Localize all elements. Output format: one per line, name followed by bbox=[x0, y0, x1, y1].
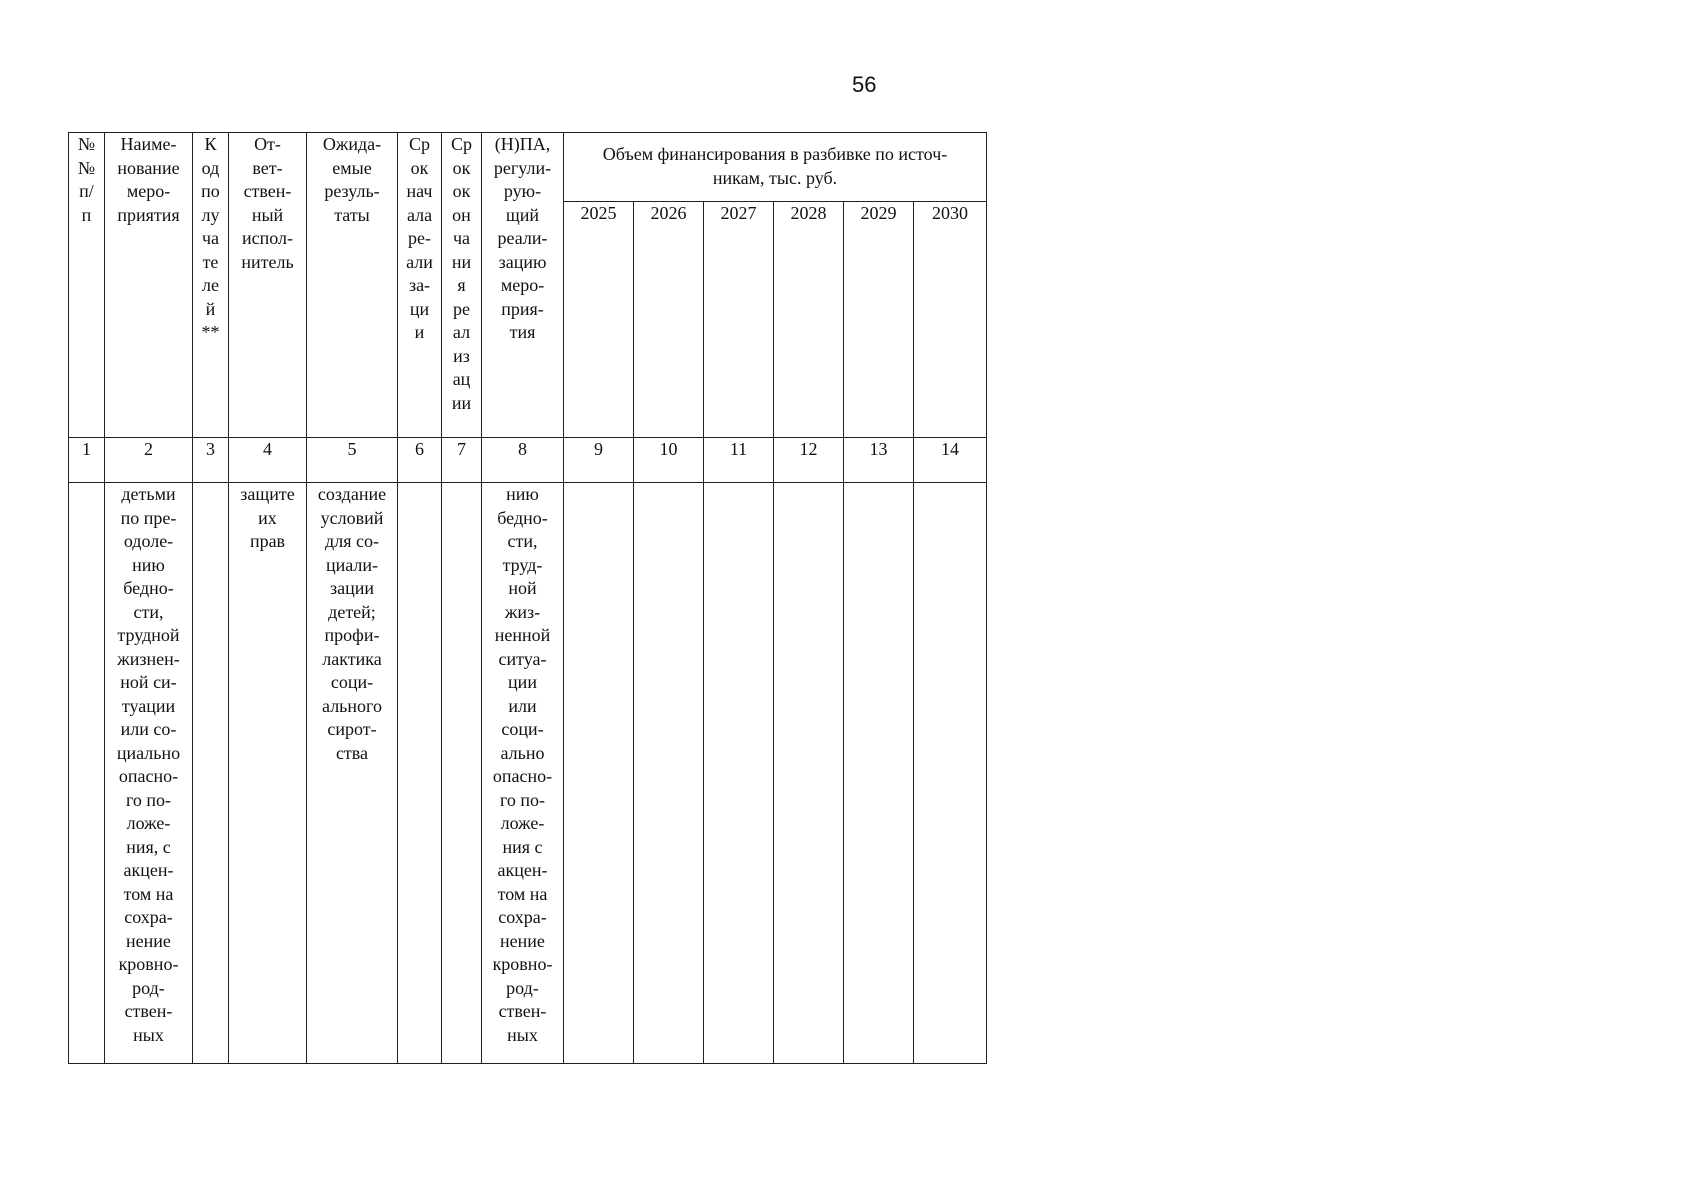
column-number: 10 bbox=[634, 438, 704, 483]
cell-recipient-code bbox=[193, 483, 229, 1064]
column-number: 7 bbox=[442, 438, 482, 483]
cell-2026 bbox=[634, 483, 704, 1064]
cell-2029 bbox=[844, 483, 914, 1064]
column-number: 12 bbox=[774, 438, 844, 483]
column-number: 5 bbox=[307, 438, 398, 483]
header-start-date: Ср ок нач ала ре- али за- ци и bbox=[398, 133, 442, 438]
column-number: 1 bbox=[69, 438, 105, 483]
header-expected-results: Ожида- емые резуль- таты bbox=[307, 133, 398, 438]
cell-regulation: нию бедно- сти, труд- ной жиз- ненной ситуа- ции или соци- ально опасно- го по- ложе- ния с акцен- том на сохра- нение кровно- род- ствен- ных bbox=[482, 483, 564, 1064]
cell-activity-name: детьми по пре- одоле- нию бедно- сти, трудной жизнен- ной си- туации или со- циально опасно- го по- ложе- ния, с акцен- том на сохра- нение кровно- род- ствен- ных bbox=[105, 483, 193, 1064]
header-regulation: (Н)ПА, регули- рую- щий реали- зацию меро- прия- тия bbox=[482, 133, 564, 438]
header-row bbox=[69, 133, 987, 202]
column-number: 11 bbox=[704, 438, 774, 483]
column-number: 9 bbox=[564, 438, 634, 483]
column-number: 3 bbox=[193, 438, 229, 483]
column-number: 2 bbox=[105, 438, 193, 483]
cell-2025 bbox=[564, 483, 634, 1064]
column-number: 6 bbox=[398, 438, 442, 483]
header-year: 2030 bbox=[914, 202, 987, 438]
column-number: 14 bbox=[914, 438, 987, 483]
header-year: 2027 bbox=[704, 202, 774, 438]
column-number-row bbox=[69, 438, 987, 483]
column-number: 8 bbox=[482, 438, 564, 483]
header-year: 2026 bbox=[634, 202, 704, 438]
header-end-date: Ср ок ок он ча ни я ре ал из ац ии bbox=[442, 133, 482, 438]
header-year: 2028 bbox=[774, 202, 844, 438]
activities-table bbox=[68, 132, 987, 1064]
column-number: 13 bbox=[844, 438, 914, 483]
table-row bbox=[69, 483, 987, 1064]
cell-end-date bbox=[442, 483, 482, 1064]
cell-expected-results: создание условий для со- циали- зации детей; профи- лактика соци- ального сирот- ства bbox=[307, 483, 398, 1064]
header-year: 2025 bbox=[564, 202, 634, 438]
header-activity-name: Наиме- нование меро- приятия bbox=[105, 133, 193, 438]
header-financing: Объем финансирования в разбивке по источ- никам, тыс. руб. bbox=[564, 133, 987, 202]
page-number: 56 bbox=[852, 72, 877, 97]
cell-2027 bbox=[704, 483, 774, 1064]
column-number: 4 bbox=[229, 438, 307, 483]
header-recipient-code: К од по лу ча те ле й ** bbox=[193, 133, 229, 438]
cell-start-date bbox=[398, 483, 442, 1064]
cell-responsible: защите их прав bbox=[229, 483, 307, 1064]
header-year: 2029 bbox=[844, 202, 914, 438]
cell-2030 bbox=[914, 483, 987, 1064]
header-responsible: От- вет- ствен- ный испол- нитель bbox=[229, 133, 307, 438]
cell-number bbox=[69, 483, 105, 1064]
header-number: № № п/ п bbox=[69, 133, 105, 438]
cell-2028 bbox=[774, 483, 844, 1064]
